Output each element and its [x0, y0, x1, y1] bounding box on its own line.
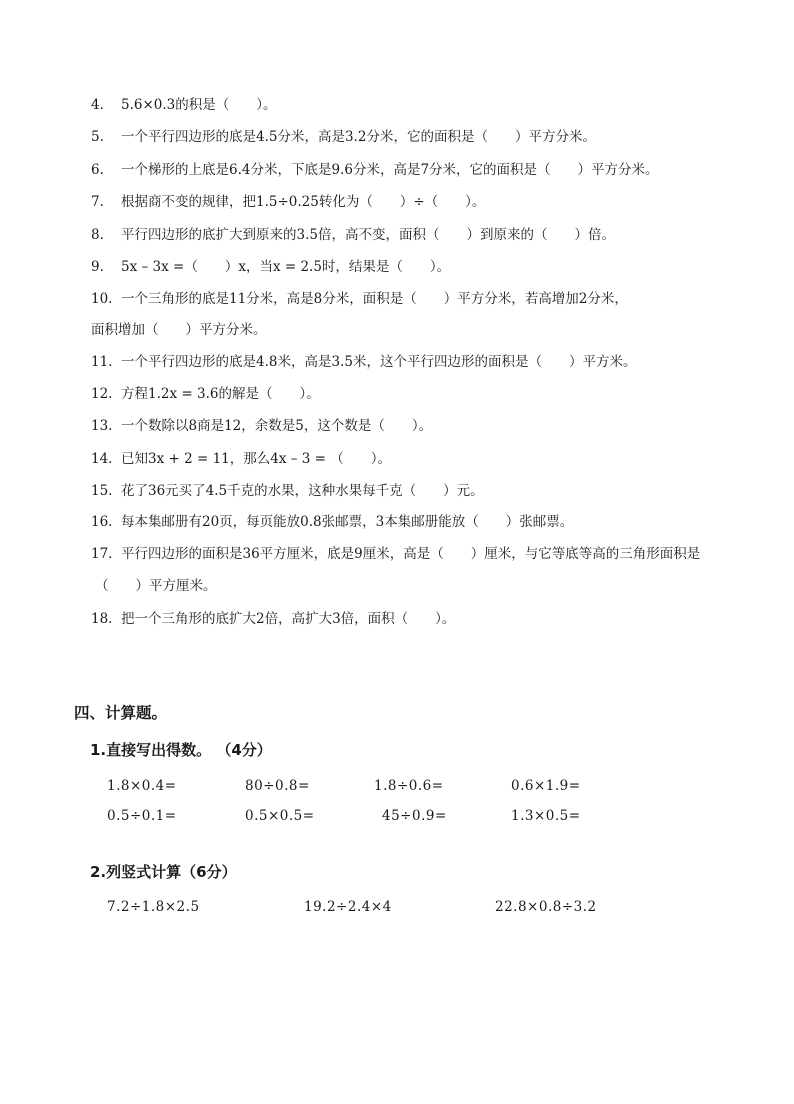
calc-item: 0.6×1.9=	[511, 778, 581, 794]
question-number: 12.	[91, 386, 113, 402]
question-text: 一个数除以8商是12，余数是5，这个数是（ ）。	[121, 418, 433, 434]
question-number: 11.	[91, 354, 113, 370]
question-text: 一个三角形的底是11分米，高是8分米，面积是（ ）平方分米，若高增加2分米，	[121, 291, 628, 307]
vertical-calc-item: 7.2÷1.8×2.5	[107, 899, 200, 915]
question-text: 一个平行四边形的底是4.8米，高是3.5米，这个平行四边形的面积是（ ）平方米。	[121, 354, 637, 370]
section-title: 四、计算题。	[74, 704, 168, 722]
calc-item: 80÷0.8=	[245, 778, 310, 794]
calc-item: 0.5÷0.1=	[107, 808, 177, 824]
question-text: 一个梯形的上底是6.4分米，下底是9.6分米，高是7分米，它的面积是（ ）平方分米。	[121, 162, 659, 178]
question-number: 14.	[91, 451, 113, 467]
question-number: 9.	[91, 259, 104, 275]
calc-item: 45÷0.9=	[382, 808, 447, 824]
calc-item: 1.8×0.4=	[107, 778, 177, 794]
question-number: 8.	[91, 227, 104, 243]
question-number: 18.	[91, 611, 113, 627]
question-number: 15.	[91, 483, 113, 499]
vertical-calc-item: 22.8×0.8÷3.2	[495, 899, 597, 915]
part2-title: 2.列竖式计算（6分）	[90, 863, 237, 881]
question-text: 每本集邮册有20页，每页能放0.8张邮票，3本集邮册能放（ ）张邮票。	[121, 514, 574, 530]
question-text: 平行四边形的面积是36平方厘米，底是9厘米，高是（ ）厘米，与它等底等高的三角形面积是	[121, 546, 701, 562]
question-text: 已知3x + 2 = 11，那么4x – 3 = （ ）。	[121, 451, 392, 467]
question-text: 根据商不变的规律，把1.5÷0.25转化为（ ）÷（ ）。	[121, 194, 486, 210]
question-number: 6.	[91, 162, 104, 178]
question-text: 一个平行四边形的底是4.5分米，高是3.2分米，它的面积是（ ）平方分米。	[121, 129, 596, 145]
vertical-calc-item: 19.2÷2.4×4	[304, 899, 392, 915]
question-number: 7.	[91, 194, 104, 210]
question-10-continuation: 面积增加（ ）平方分米。	[91, 322, 267, 338]
question-number: 17.	[91, 546, 113, 562]
question-text: 5.6×0.3的积是（ ）。	[121, 97, 277, 113]
part1-title: 1.直接写出得数。 （4分）	[90, 741, 272, 759]
question-text: 5x – 3x =（ ）x，当x = 2.5时，结果是（ ）。	[121, 259, 451, 275]
question-number: 10.	[91, 291, 113, 307]
question-17-continuation: （ ）平方厘米。	[95, 578, 217, 594]
question-text: 花了36元买了4.5千克的水果，这种水果每千克（ ）元。	[121, 483, 484, 499]
question-text: 平行四边形的底扩大到原来的3.5倍，高不变，面积（ ）到原来的（ ）倍。	[121, 227, 615, 243]
question-number: 4.	[91, 97, 104, 113]
question-number: 16.	[91, 514, 113, 530]
question-number: 5.	[91, 129, 104, 145]
calc-item: 1.3×0.5=	[511, 808, 581, 824]
question-text: 方程1.2x = 3.6的解是（ ）。	[121, 386, 320, 402]
calc-item: 0.5×0.5=	[245, 808, 315, 824]
calc-item: 1.8÷0.6=	[374, 778, 444, 794]
question-number: 13.	[91, 418, 113, 434]
question-text: 把一个三角形的底扩大2倍，高扩大3倍，面积（ ）。	[121, 611, 456, 627]
